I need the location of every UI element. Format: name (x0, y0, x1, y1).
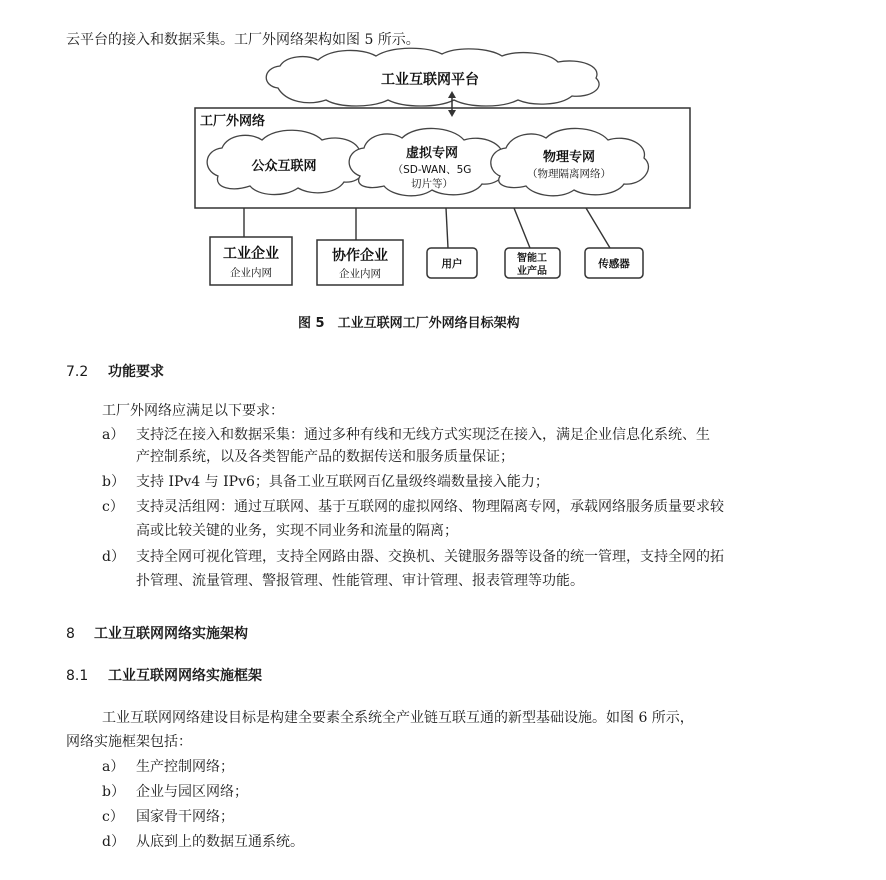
section-heading-8-1 (66, 666, 262, 686)
physical-network-subtitle: （物理隔离网络） (527, 168, 611, 180)
section-heading-7-2 (66, 362, 164, 382)
list-item-label: a） (102, 427, 125, 443)
arrow-down-icon (448, 110, 456, 117)
connector-user (446, 208, 448, 248)
list-item-label: c） (102, 499, 124, 515)
list-item-text: 支持 IPv4 与 IPv6；具备工业互联网百亿量级终端数量接入能力； (136, 474, 549, 490)
list-item-text: 国家骨干网络； (136, 809, 234, 825)
list-item-text: 支持灵活组网：通过互联网、基于互联网的虚拟网络、物理隔离专网，承载网络服务质量要求较 (136, 499, 724, 515)
smart-product-label-1: 智能工 (517, 253, 547, 264)
list-item-label: d） (102, 834, 125, 850)
platform-label: 工业互联网平台 (381, 72, 479, 88)
physical-network-title: 物理专网 (542, 150, 596, 165)
factory-external-network-label: 工厂外网络 (200, 114, 266, 129)
vpn-subtitle-1: （SD-WAN、5G (392, 164, 472, 176)
vpn-subtitle-2: 切片等） (411, 178, 453, 190)
partner-enterprise-sub: 企业内网 (339, 268, 381, 280)
vpn-title: 虚拟专网 (405, 146, 459, 161)
section-intro: 工厂外网络应满足以下要求： (102, 403, 284, 419)
list-item-text: 从底到上的数据互通系统。 (136, 834, 304, 850)
list-item-text: 扑管理、流量管理、警报管理、性能管理、审计管理、报表管理等功能。 (136, 573, 584, 589)
network-architecture-figure (0, 0, 886, 320)
list-item-label: c） (102, 809, 124, 825)
list-item-label: a） (102, 759, 125, 775)
partner-enterprise-title: 协作企业 (332, 248, 388, 264)
sensor-label: 传感器 (598, 258, 630, 270)
user-label: 用户 (441, 258, 463, 270)
list-item-text: 企业与园区网络； (136, 784, 248, 800)
list-item-label: d） (102, 549, 125, 565)
list-item-text: 产控制系统，以及各类智能产品的数据传送和服务质量保证； (136, 449, 514, 465)
list-item-text: 支持全网可视化管理，支持全网路由器、交换机、关键服务器等设备的统一管理，支持全网的拓 (136, 549, 724, 565)
industrial-enterprise-title: 工业企业 (223, 246, 279, 262)
list-item-text: 高或比较关键的业务，实现不同业务和流量的隔离； (136, 523, 458, 539)
connector-sensor (586, 208, 610, 248)
section-title: 工业互联网网络实施架构 (94, 626, 248, 642)
section-title: 功能要求 (108, 364, 164, 380)
paragraph-line: 工业互联网网络建设目标是构建全要素全系统全产业链互联互通的新型基础设施。如图 6 所示， (102, 710, 694, 726)
section-title: 工业互联网网络实施框架 (108, 668, 262, 684)
paragraph-line: 网络实施框架包括： (66, 734, 192, 750)
smart-product-label-2: 业产品 (517, 266, 547, 277)
list-item-text: 支持泛在接入和数据采集：通过多种有线和无线方式实现泛在接入，满足企业信息化系统、生 (136, 427, 710, 443)
list-item-text: 生产控制网络； (136, 759, 234, 775)
section-heading-8 (66, 624, 248, 644)
list-item-label: b） (102, 784, 125, 800)
industrial-enterprise-sub: 企业内网 (230, 267, 272, 279)
list-item-label: b） (102, 474, 125, 490)
connector-smart-product (514, 208, 530, 248)
body-text-line: 云平台的接入和数据采集。工厂外网络架构如图 5 所示。 (66, 32, 420, 48)
figure-caption: 图 5 工业互联网工厂外网络目标架构 (298, 316, 520, 331)
section-number: 8 (66, 626, 75, 642)
public-internet-label: 公众互联网 (251, 159, 317, 174)
section-number: 8.1 (66, 668, 89, 684)
section-number: 7.2 (66, 364, 89, 380)
